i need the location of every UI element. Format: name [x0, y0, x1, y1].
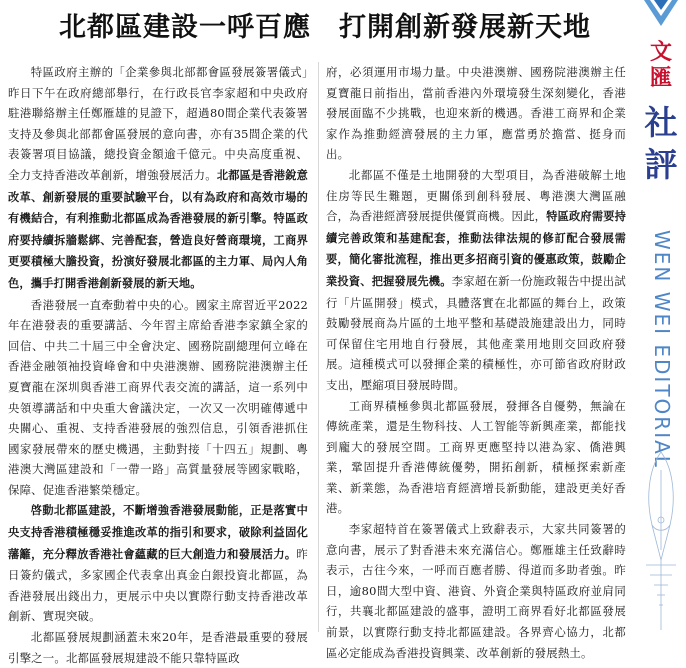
column-divider	[318, 62, 319, 632]
article-column-right	[326, 62, 626, 660]
bold-passage: 北都區是香港銳意改革、創新發展的重要試驗平台，以有為政府和高效市場的有機結合，有利推動北都區成為香港發展的新引擎。特區政府要持續拆牆鬆綁、完善配套，營造良好營商環境，工商界更要積極大膽投資，扮演好發展北都區的主力軍、局內人角色，攜手打開香港創新發展的新天地。	[8, 168, 308, 290]
editorial-sidebar	[636, 0, 686, 640]
section-title-editorial: 社 評	[644, 103, 678, 184]
ribbon-flag-icon	[644, 0, 678, 26]
brand-logo-wenwei: 文 匯	[649, 40, 672, 91]
paragraph: 工商界積極參與北都區發展，發揮各自優勢，無論在傳統產業，還是生物科技、人工智能等新興產業，都能找到龐大的發展空間。工商界更應堅持以港為家、僑港興業，鞏固提升香港傳統優勢，開拓創新，積極探索新產業、新業態，為香港培育經濟增長新動能，建設更美好香港。	[326, 398, 626, 516]
paragraph: 啓動北都區建設，不斷增強香港發展動能，正是落實中央支持香港積極穩妥推進改革的指引和要求，破除利益固化藩籬，充分釋放香港社會蘊藏的巨大創造力和發展活力。昨日簽約儀式，多家國企代表拿出真金白銀投資北都區，為香港發展出錢出力，更展示中央以實際行動支持香港改革創新、實現突破。	[8, 504, 308, 624]
paragraph: 北都區不僅是土地開發的大型項目，為香港破解土地住房等民生難題，更關係到創科發展、粵港澳大灣區融合，為香港經濟發展提供優質商機。因此，特區政府需要持續完善政策和基建配套，推動法律法規的修訂配合發展需要，簡化審批流程，推出更多招商引資的優惠政策，鼓勵企業投資、把握發展先機。李家超在新一份施政報告中提出試行「片區開發」模式，具體落實在北都區的舞台上，政策鼓勵發展商為片區的土地平整和基礎設施建設出力，同時可保留住宅用地自行發展，其他產業用地則交回政府發展。這種模式可以發揮企業的積極性，亦可節省政府財政支出，壓縮項目發展時間。	[326, 167, 626, 392]
headline: 北都區建設一呼百應 打開創新發展新天地	[59, 12, 591, 43]
bold-passage: 特區政府需要持續完善政策和基建配套，推動法律法規的修訂配合發展需要，簡化審批流程，推出更多招商引資的優惠政策，鼓勵企業投資、把握發展先機。	[326, 210, 626, 288]
fountain-pen-icon	[642, 450, 680, 635]
paragraph: 北都區發展規劃涵蓋未來20年，是香港最重要的發展引擎之一。北都區發展規建設不能只靠特區政	[8, 630, 308, 665]
bold-passage: 啓動北都區建設，不斷增強香港發展動能，正是落實中央支持香港積極穩妥推進改革的指引和要求，破除利益固化藩籬，充分釋放香港社會蘊藏的巨大創造力和發展活力。	[8, 504, 308, 561]
paragraph: 特區政府主辦的「企業參與北部都會區發展簽署儀式」昨日下午在政府總部舉行，在行政長官李家超和中央政府駐港聯絡辦主任鄭雁雄的見證下，超過80間企業代表簽署支持及參與北部都會區發展的意向書，亦有35間企業的代表簽署項目協議，總投資金額逾千億元。中央高度重視、全力支持香港改革創新，增強發展活力。北都區是香港銳意改革、創新發展的重要試驗平台，以有為政府和高效市場的有機結合，有利推動北都區成為香港發展的新引擎。特區政府要持續拆牆鬆綁、完善配套，營造良好營商環境，工商界更要積極大膽投資，扮演好發展北都區的主力軍、局內人角色，攜手打開香港創新發展的新天地。	[8, 65, 308, 290]
paragraph: 李家超特首在簽署儀式上致辭表示，大家共同簽署的意向書，展示了對香港未來充滿信心。鄭雁雄主任致辭時表示，古往今來，一呼而百應者勝、得道而多助者強。昨日，逾80間大型中資、港資、外資企業與特區政府並肩同行，共襄北都區建設的盛事，證明工商界看好北都區發展前景，以實際行動支持北都區建設。各界齊心協力，北都區必定能成為香港投資興業、改革創新的發展熱土。	[326, 522, 626, 660]
paragraph: 香港發展一直牽動着中央的心。國家主席習近平2022年在港發表的重要講話、今年習主席給香港李家鎮全家的回信、中共二十屆三中全會決定、國務院副總理何立峰在香港金融領袖投資峰會和中央港澳辦、國務院港澳辦主任夏寶龍在深圳與香港工商界代表交流的講話，這一系列中央領導講話和中央重大會議決定，一次又一次明確傳遞中央關心、重視、支持香港發展的強烈信息，引領香港抓住國家發展帶來的歷史機遇，主動對接「十四五」規劃、粵港澳大灣區建設和「一帶一路」高質量發展等國家戰略，保障、促進香港繁榮穩定。	[8, 297, 308, 497]
article-column-left	[8, 62, 308, 665]
english-section-label: WEN WEI EDITORIAL	[650, 230, 674, 469]
paragraph: 府，必須運用市場力量。中央港澳辦、國務院港澳辦主任夏寶龍日前指出，當前香港內外環境發生深刻變化，香港發展面臨不少挑戰，也迎來新的機遇。香港工商界和企業家作為推動經濟發展的主力軍，應當勇於擔當、挺身而出。	[326, 65, 626, 162]
